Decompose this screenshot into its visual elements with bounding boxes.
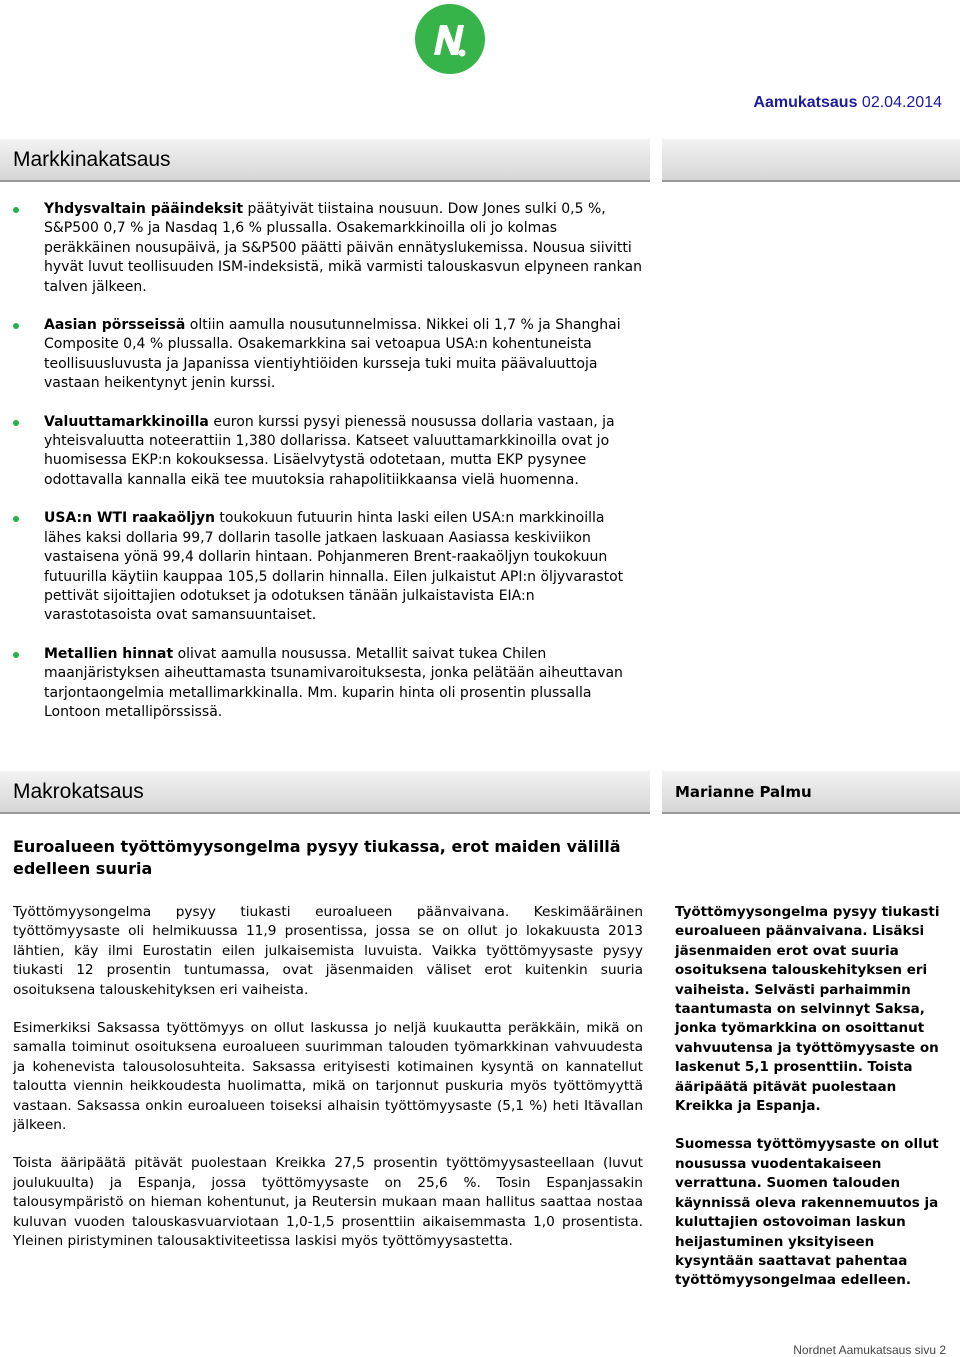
- article-title: Euroalueen työttömyysongelma pysyy tiukassa, erot maiden välillä edelleen suuria: [13, 837, 621, 878]
- article-body: [13, 903, 643, 1271]
- macro-section-bar: [0, 771, 960, 814]
- report-date: 02.04.2014: [861, 94, 942, 111]
- report-name: Aamukatsaus: [753, 94, 858, 111]
- market-section-title: Markkinakatsaus: [0, 139, 650, 182]
- bullet-icon: [13, 420, 19, 426]
- list-item: Valuuttamarkkinoilla euron kurssi pysyi pienessä nousussa dollaria vastaan, ja yhteisvaluutta noteerattiin 1,380 dollarissa. Katseet valuuttamarkkinoilla ovat jo huomisessa EKP:n kokouksessa. Lisäelvytystä odotetaan, mutta EKP pysynee odottavalla kannalla eikä tee muutoksia rahapolitiikkaansa vielä huomenna.: [13, 413, 643, 491]
- page-footer: Nordnet Aamukatsaus sivu 2: [793, 1343, 946, 1357]
- market-section-bar: [0, 139, 960, 182]
- article-paragraph: Toista ääripäätä pitävät puolestaan Kreikka 27,5 prosentin työttömyysasteellaan (luvut joulukuulta) ja Espanja, jossa työttömyysaste on 25,6 %. Tosin Espanjassakin talousympäristö on hieman kohentunut, ja Reutersin mukaan maan hallitus saattaa nostaa kuluvan vuoden talouskasvuarviotaan 1,0-1,5 prosenttiin aikaisemmasta 1,0 prosentista. Yleinen piristyminen talousaktiviteetissa laskisi myös työttömyysastetta.: [13, 1155, 643, 1250]
- sidebar-paragraph: Työttömyysongelma pysyy tiukasti euroalueen päänvaivana. Lisäksi jäsenmaiden erot ovat suuria osoituksena talouskehityksen eri vaiheista. Selvästi parhaimmin taantumasta on selvinnyt Saksa, jonka työmarkkina on osoittanut vahvuutensa ja työttömyysaste on laskenut 5,1 prosenttiin. Toista ääripäätä pitävät puolestaan Kreikka ja Espanja.: [675, 904, 940, 1115]
- bullet-icon: [13, 652, 19, 658]
- market-bullet-list: [13, 200, 643, 741]
- list-item: USA:n WTI raakaöljyn toukokuun futuurin hinta laski eilen USA:n markkinoilla lähes kaksi dollaria 99,7 dollarin tasolle jatkaen laskuaan Aasiassa keskiviikon vastaisena yönä 99,4 dollarin hintaan. Pohjanmeren Brent-raakaöljyn toukokuun futuurilla käytiin kauppaa 105,5 dollarin hinnalla. Eilen julkaistut API:n öljyvarastot pettivät sijoittajien odotukset ja odotuksen tänään julkaistavista EIA:n varastotasoista ovat samansuuntaiset.: [13, 509, 643, 625]
- report-header: [0, 94, 942, 112]
- bullet-icon: [13, 516, 19, 522]
- macro-section-title: Makrokatsaus: [0, 771, 650, 814]
- author-name: Marianne Palmu: [662, 771, 960, 814]
- article-paragraph: Työttömyysongelma pysyy tiukasti euroalueen päänvaivana. Keskimääräinen työttömyysaste oli helmikuussa 11,9 prosentissa, jossa se on ollut jo lokakuusta 2013 lähtien, käy ilmi Eurostatin eilen julkaisemista luvuista. Vaikka työttömyysaste pysyy tiukasti 12 prosentin tuntumassa, ovat jäsenmaiden väliset erot kuitenkin suuria osoituksena talouskehityksen eri vaiheista.: [13, 904, 643, 998]
- nordnet-logo: [414, 3, 486, 75]
- summary-sidebar: [675, 903, 945, 1310]
- sidebar-paragraph: Suomessa työttömyysaste on ollut nousussa vuodentakaiseen verrattuna. Suomen talouden käynnissä oleva rakennemuutos ja kuluttajien ostovoiman laskun heijastuminen yksityiseen kysyntään saattavat pahentaa työttömyysongelmaa edelleen.: [675, 1136, 939, 1289]
- bullet-icon: [13, 323, 19, 329]
- market-section-side: [662, 139, 960, 182]
- article-paragraph: Esimerkiksi Saksassa työttömyys on ollut laskussa jo neljä kuukautta peräkkäin, mikä on samalla toiminut osoituksena euroalueen suurimman talouden työmarkkinan vahvuudesta ja kohenevista talousolosuhteita. Saksassa erityisesti kotimainen kysyntä on kannatellut taloutta viennin heikkoudesta huolimatta, mikä on tarjonnut puskuria myös työttömyyttä vastaan. Saksassa onkin euroalueen toiseksi alhaisin työttömyysaste (5,1 %) heti Itävallan jälkeen.: [13, 1020, 643, 1134]
- list-item: Aasian pörsseissä oltiin aamulla nousutunnelmissa. Nikkei oli 1,7 % ja Shanghai Composite 0,4 % plussalla. Osakemarkkina sai vetoapua USA:n kohentuneista teollisuusluvusta ja Japanissa vientiyhtiöiden kursseja tuki muita päävaluuttoja vastaan heikentynyt jenin kurssi.: [13, 316, 643, 394]
- bullet-icon: [13, 207, 19, 213]
- list-item: Yhdysvaltain pääindeksit päätyivät tiistaina nousuun. Dow Jones sulki 0,5 %, S&P500 0,7 % ja Nasdaq 1,6 % plussalla. Osakemarkkinoilla oli jo kolmas peräkkäinen nousupäivä, ja S&P500 päätti päivän ennätyslukemissa. Nousua siivitti hyvät luvut teollisuuden ISM-indeksistä, mikä varmisti talouskasvun elpyneen rankan talven jälkeen.: [13, 200, 643, 297]
- list-item: Metallien hinnat olivat aamulla nousussa. Metallit saivat tukea Chilen maanjäristyksen aiheuttamasta tsunamivaroituksesta, jonka pelätään aiheuttavan tarjontaongelmia metallimarkkinalla. Mm. kuparin hinta oli prosentin plussalla Lontoon metallipörssissä.: [13, 645, 643, 723]
